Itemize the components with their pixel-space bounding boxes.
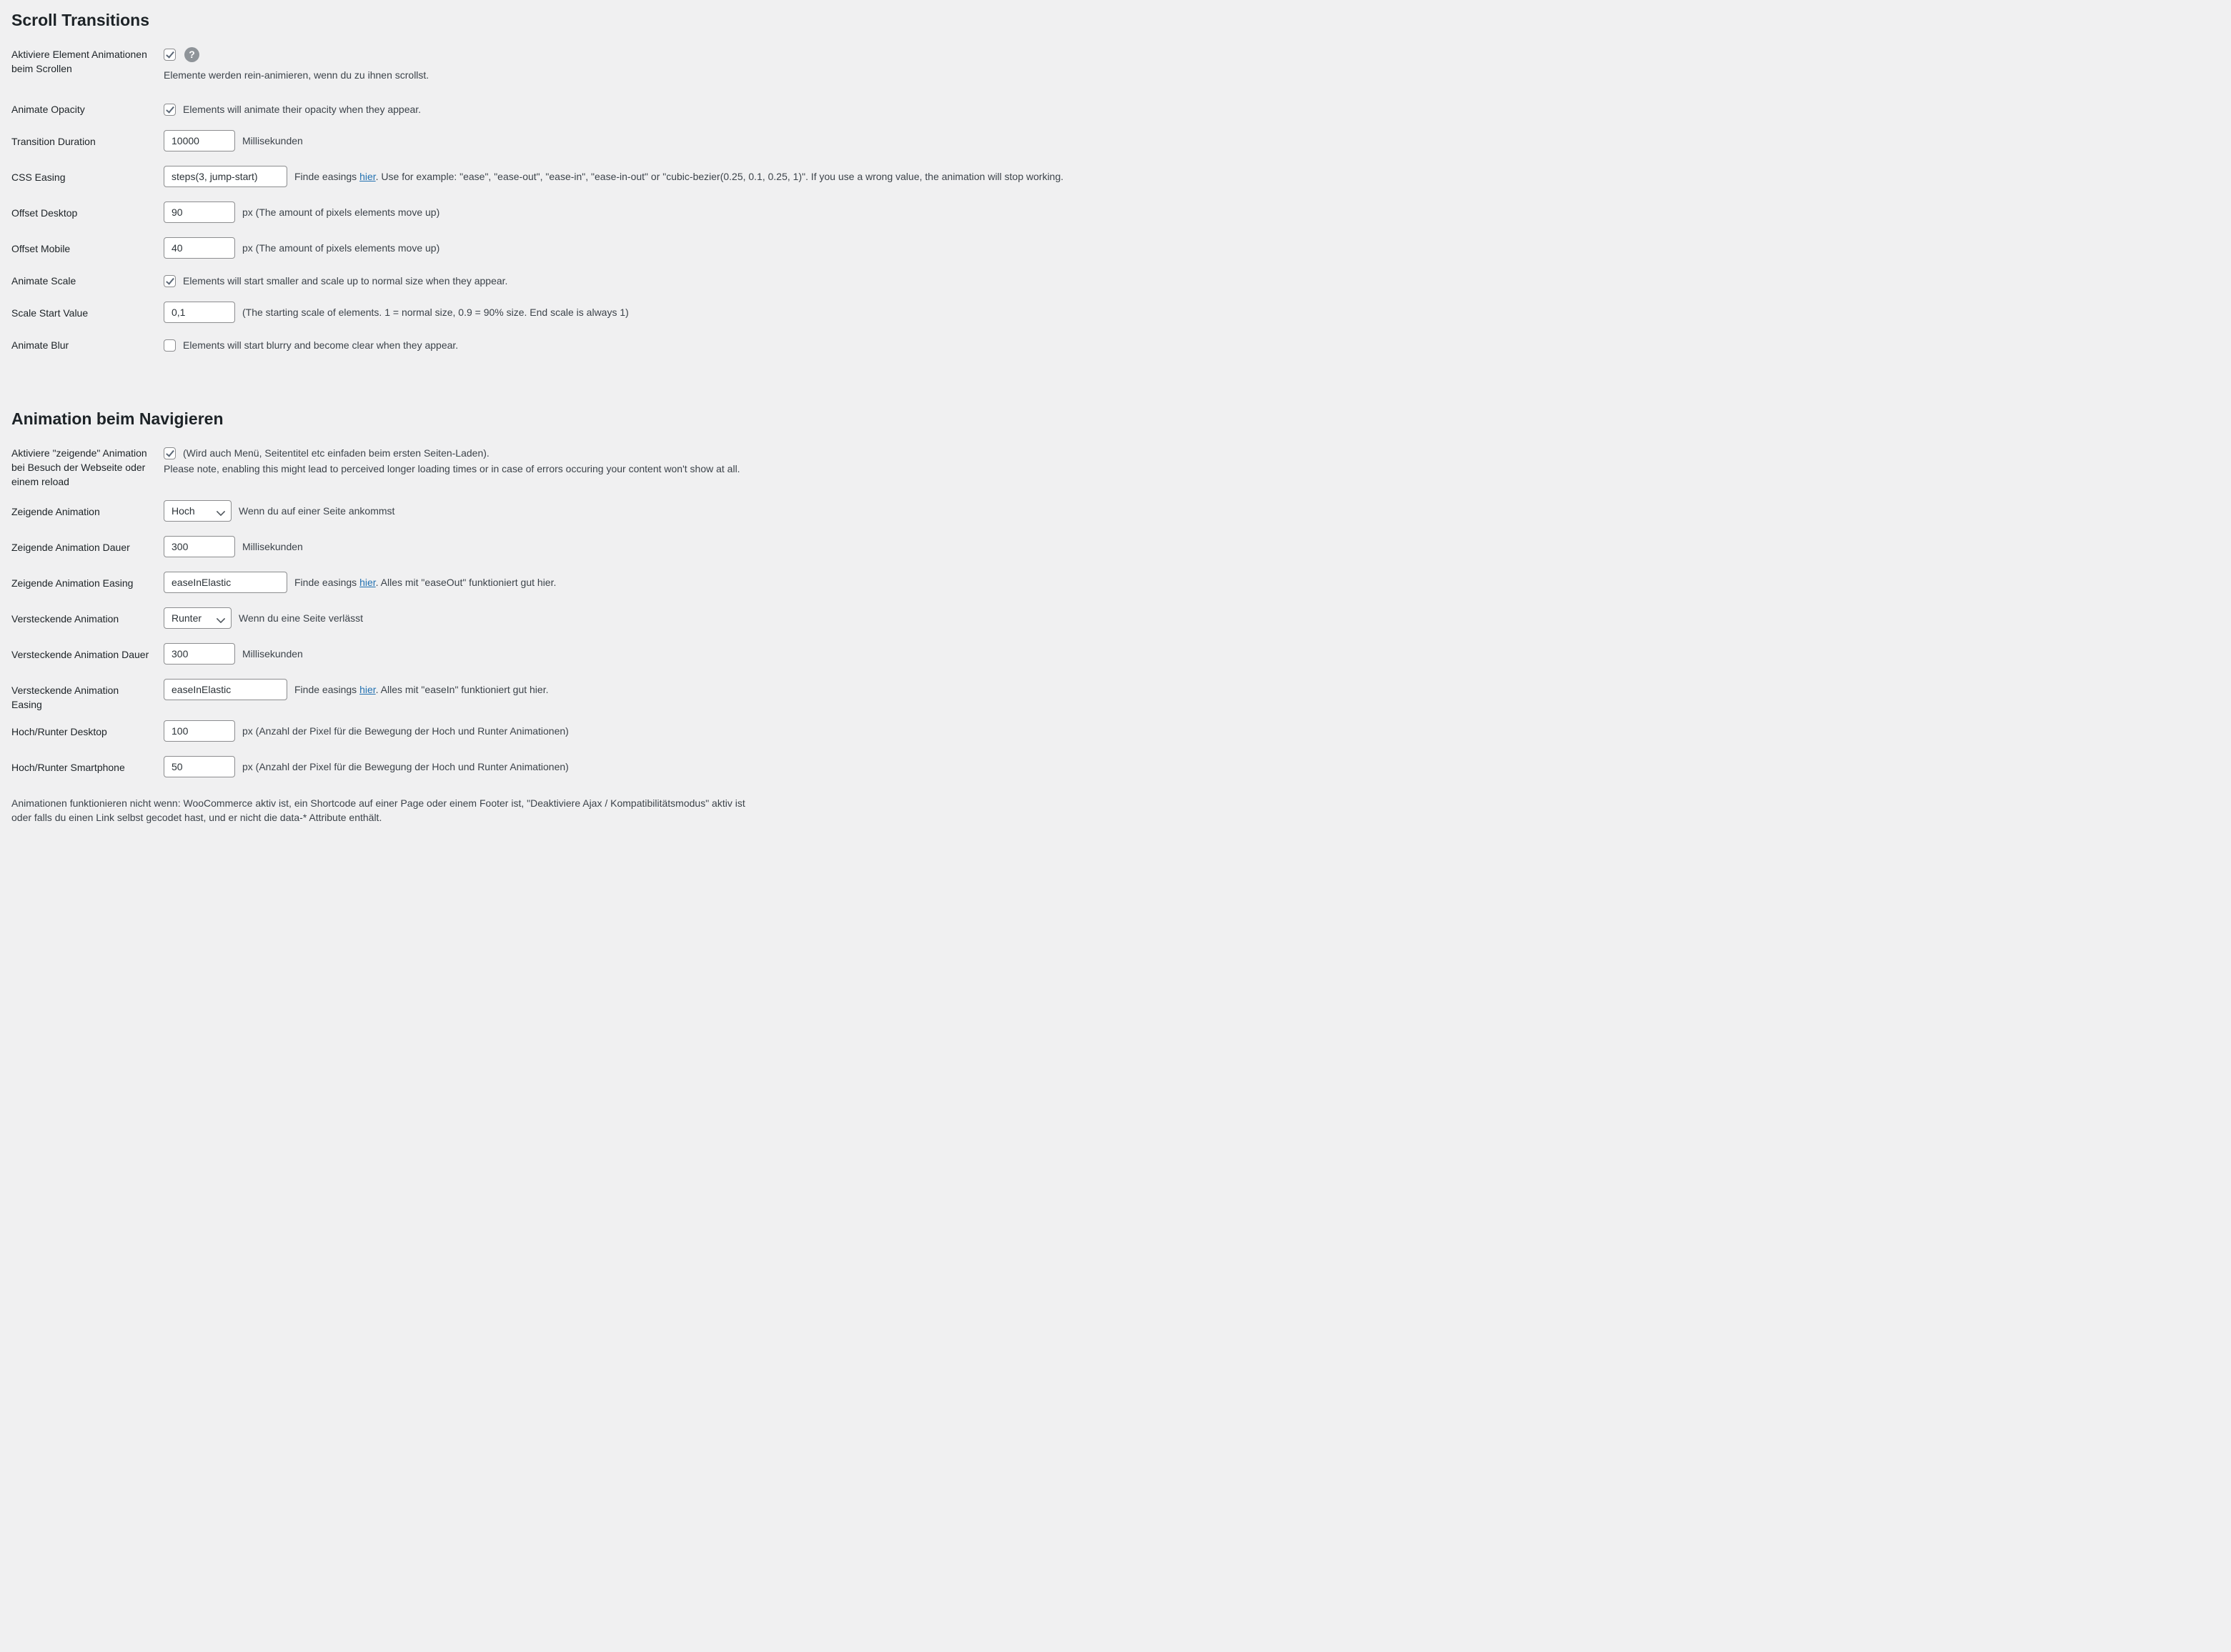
- field-suffix: Millisekunden: [242, 135, 303, 146]
- updown-smartphone-input[interactable]: [164, 756, 235, 777]
- checkbox-line: [164, 46, 429, 62]
- row-offset-desktop: [11, 201, 1098, 237]
- row-show-animation-easing: [11, 572, 1098, 607]
- row-css-easing: [11, 166, 1098, 201]
- field-label-hide-animation-duration: Versteckende Animation Dauer: [11, 649, 149, 660]
- easings-link[interactable]: hier: [359, 171, 376, 182]
- easings-link[interactable]: hier: [359, 577, 376, 588]
- row-hide-animation: [11, 607, 1098, 643]
- field-control: [164, 337, 458, 353]
- row-updown-desktop: [11, 720, 1098, 756]
- row-enable-show-animation: [11, 445, 1098, 500]
- field-description: Elements will start blurry and become clear when they appear.: [183, 339, 459, 351]
- field-control: [164, 445, 740, 476]
- field-control: [164, 500, 394, 522]
- field-control: [164, 237, 439, 259]
- field-description: Elements will animate their opacity when they appear.: [183, 104, 422, 115]
- row-transition-duration: [11, 130, 1098, 166]
- field-label-css-easing: CSS Easing: [11, 171, 66, 183]
- field-suffix: Wenn du eine Seite verlässt: [239, 612, 364, 624]
- chevron-down-icon: [217, 507, 226, 517]
- scroll-transitions-settings-page: [11, 9, 1098, 825]
- field-suffix: Wenn du auf einer Seite ankommst: [239, 505, 395, 517]
- field-label-show-animation: Zeigende Animation: [11, 506, 100, 517]
- field-label-updown-desktop: Hoch/Runter Desktop: [11, 726, 107, 737]
- field-label-enable-element-animations: Aktiviere Element Animationen beim Scrollen: [11, 49, 147, 74]
- show-animation-duration-input[interactable]: [164, 536, 235, 557]
- hide-animation-duration-input[interactable]: [164, 643, 235, 665]
- footer-note: [11, 796, 1098, 825]
- field-description: Elements will start smaller and scale up to normal size when they appear.: [183, 275, 508, 287]
- field-control: [164, 101, 421, 117]
- offset-mobile-input[interactable]: [164, 237, 235, 259]
- hide-animation-easing-input[interactable]: [164, 679, 287, 700]
- row-scale-start-value: [11, 302, 1098, 337]
- field-control: [164, 643, 303, 665]
- field-control: [164, 536, 303, 557]
- transition-duration-input[interactable]: [164, 130, 235, 151]
- field-label-animate-blur: Animate Blur: [11, 339, 69, 351]
- checkbox-line: [164, 445, 740, 461]
- offset-desktop-input[interactable]: [164, 201, 235, 223]
- css-easing-input[interactable]: [164, 166, 287, 187]
- field-label-updown-smartphone: Hoch/Runter Smartphone: [11, 762, 125, 773]
- show-animation-easing-input[interactable]: [164, 572, 287, 593]
- field-control: [164, 607, 363, 629]
- animate-blur-checkbox[interactable]: [164, 339, 176, 352]
- field-suffix: px (The amount of pixels elements move up): [242, 206, 440, 218]
- suffix-text: . Use for example: "ease", "ease-out", "ease-in", "ease-in-out" or "cubic-bezier(0.25, 0.1, 0.25, 1)". If you use a wrong value, the animation will stop working.: [375, 171, 1064, 182]
- footer-note-line2: oder falls du einen Link selbst gecodet hast, und er nicht die data-* Attribute enthält.: [11, 812, 382, 823]
- hide-animation-select-value: Runter: [172, 612, 202, 624]
- updown-desktop-input[interactable]: [164, 720, 235, 742]
- field-control: [164, 572, 556, 593]
- field-label-scale-start-value: Scale Start Value: [11, 307, 89, 319]
- chevron-down-icon: [217, 614, 226, 624]
- field-suffix: px (The amount of pixels elements move up): [242, 242, 440, 254]
- row-show-animation: [11, 500, 1098, 536]
- field-suffix: Millisekunden: [242, 648, 303, 660]
- row-enable-element-animations: [11, 46, 1098, 101]
- animate-opacity-checkbox[interactable]: [164, 104, 176, 116]
- field-description-note: Please note, enabling this might lead to perceived longer loading times or in case of errors occuring your content won't show at all.: [164, 463, 740, 474]
- field-label-animate-scale: Animate Scale: [11, 275, 76, 287]
- row-show-animation-duration: [11, 536, 1098, 572]
- field-label-hide-animation: Versteckende Animation: [11, 613, 119, 625]
- show-animation-select[interactable]: [164, 500, 232, 522]
- easings-link[interactable]: hier: [359, 684, 376, 695]
- field-control: [164, 756, 569, 777]
- field-control: [164, 273, 507, 289]
- field-control: [164, 201, 439, 223]
- scroll-transitions-section: [11, 46, 1098, 366]
- field-label-transition-duration: Transition Duration: [11, 136, 96, 147]
- suffix-text: Finde easings: [294, 171, 360, 182]
- suffix-text: Finde easings: [294, 684, 360, 695]
- field-label-enable-show-animation: Aktiviere "zeigende" Animation bei Besuch der Webseite oder einem reload: [11, 447, 147, 487]
- field-control: [164, 46, 429, 82]
- field-label-offset-desktop: Offset Desktop: [11, 207, 78, 219]
- row-animate-opacity: [11, 101, 1098, 130]
- field-suffix: (The starting scale of elements. 1 = normal size, 0.9 = 90% size. End scale is always 1): [242, 307, 629, 318]
- field-label-offset-mobile: Offset Mobile: [11, 243, 71, 254]
- field-label-hide-animation-easing: Versteckende Animation Easing: [11, 685, 119, 710]
- row-updown-smartphone: [11, 756, 1098, 792]
- footer-note-line1: Animationen funktionieren nicht wenn: WooCommerce aktiv ist, ein Shortcode auf einer Page oder einem Footer ist, "Deaktiviere Ajax / Kompatibilitätsmodus" aktiv ist: [11, 797, 745, 809]
- help-icon-glyph: ?: [189, 48, 195, 60]
- section-title-scroll-transitions: Scroll Transitions: [11, 11, 149, 29]
- animation-navigation-section: [11, 445, 1098, 792]
- field-control: [164, 302, 629, 323]
- row-animate-scale: [11, 273, 1098, 302]
- scale-start-value-input[interactable]: [164, 302, 235, 323]
- suffix-text: Finde easings: [294, 577, 360, 588]
- field-suffix: Millisekunden: [242, 541, 303, 552]
- field-description: (Wird auch Menü, Seitentitel etc einfaden beim ersten Seiten-Laden).: [183, 447, 490, 459]
- section-title-animation-beim-navigieren: Animation beim Navigieren: [11, 409, 224, 428]
- row-hide-animation-easing: [11, 679, 1098, 720]
- field-suffix: [294, 166, 1063, 187]
- help-icon[interactable]: [184, 47, 199, 62]
- field-control: [164, 679, 548, 700]
- field-label-show-animation-duration: Zeigende Animation Dauer: [11, 542, 130, 553]
- suffix-text: . Alles mit "easeIn" funktioniert gut hier.: [375, 684, 549, 695]
- field-label-show-animation-easing: Zeigende Animation Easing: [11, 577, 134, 589]
- suffix-text: . Alles mit "easeOut" funktioniert gut hier.: [375, 577, 557, 588]
- field-suffix: px (Anzahl der Pixel für die Bewegung der Hoch und Runter Animationen): [242, 761, 569, 772]
- field-control: [164, 166, 1063, 187]
- row-animate-blur: [11, 337, 1098, 366]
- hide-animation-select[interactable]: [164, 607, 232, 629]
- field-control: [164, 720, 569, 742]
- animate-scale-checkbox[interactable]: [164, 275, 176, 287]
- field-control: [164, 130, 303, 151]
- field-label-animate-opacity: Animate Opacity: [11, 104, 85, 115]
- enable-show-animation-checkbox[interactable]: [164, 447, 176, 459]
- field-description: Elemente werden rein-animieren, wenn du zu ihnen scrollst.: [164, 69, 429, 81]
- show-animation-select-value: Hoch: [172, 505, 195, 517]
- row-offset-mobile: [11, 237, 1098, 273]
- field-suffix: px (Anzahl der Pixel für die Bewegung der Hoch und Runter Animationen): [242, 725, 569, 737]
- field-suffix: [294, 679, 548, 700]
- row-hide-animation-duration: [11, 643, 1098, 679]
- enable-element-animations-checkbox[interactable]: [164, 49, 176, 61]
- field-suffix: [294, 572, 556, 593]
